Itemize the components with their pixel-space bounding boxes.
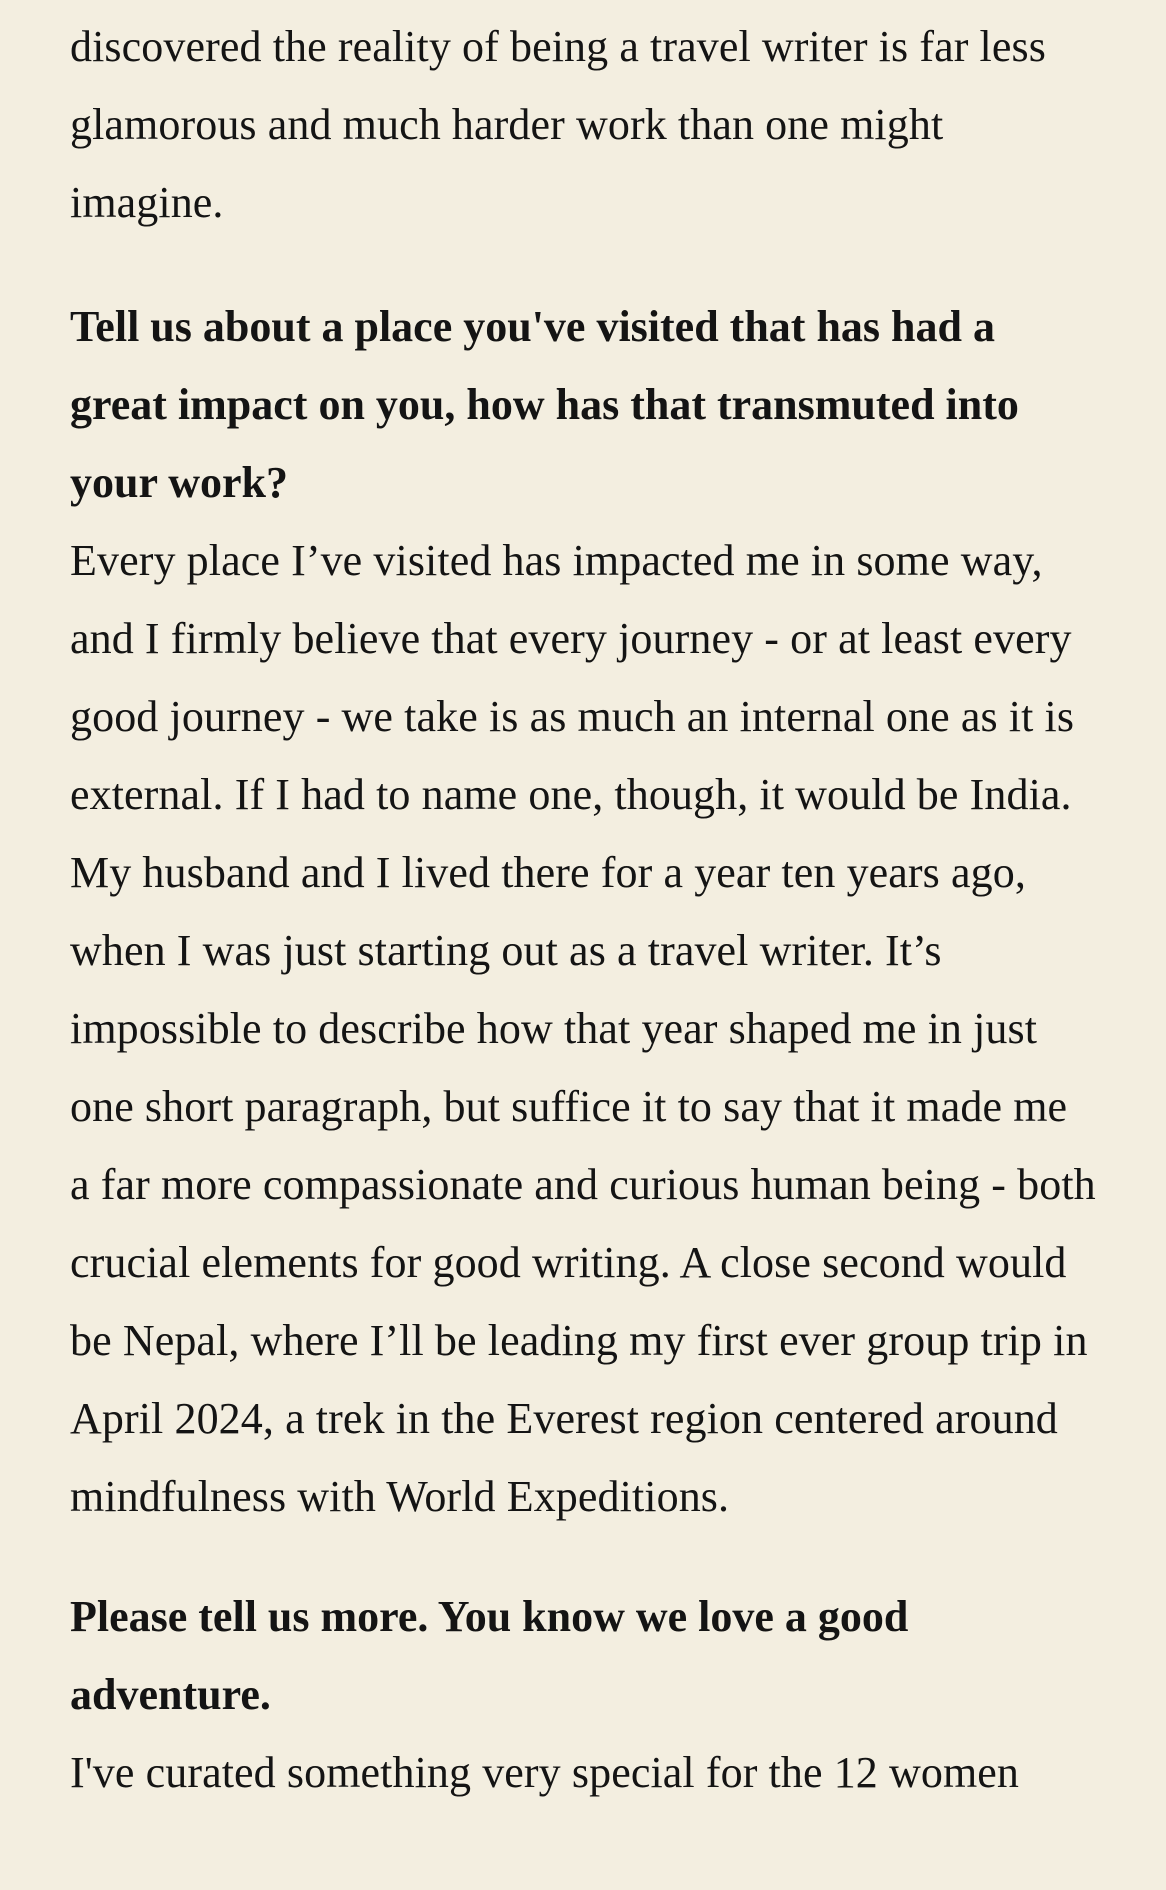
interview-question: Tell us about a place you've visited that has had a great impact on you, how has that transmuted into your work?: [70, 302, 1019, 507]
interview-question: Please tell us more. You know we love a good adventure.: [70, 1592, 909, 1719]
interview-answer: Every place I’ve visited has impacted me in some way, and I firmly believe that every journey - or at least every good journey - we take is as much an internal one as it is external. If I had to name one, though, it would be India. My husband and I lived there for a year ten years ago, when I was just starting out as a travel writer. It’s impossible to describe how that year shaped me in just one short paragraph, but suffice it to say that it made me a far more compassionate and curious human being - both crucial elements for good writing. A close second would be Nepal, where I’ll be leading my first ever group trip in April 2024, a trek in the Everest region centered around mindfulness with World Expeditions.: [70, 536, 1096, 1521]
spacer: [70, 1536, 1096, 1578]
interview-answer: I've curated something very special for the 12 women: [70, 1748, 1020, 1797]
article-body: [0, 8, 1166, 1812]
intro-paragraph: discovered the reality of being a travel writer is far less glamorous and much harder work than one might imagine.: [70, 22, 1046, 227]
spacer: [70, 242, 1096, 288]
